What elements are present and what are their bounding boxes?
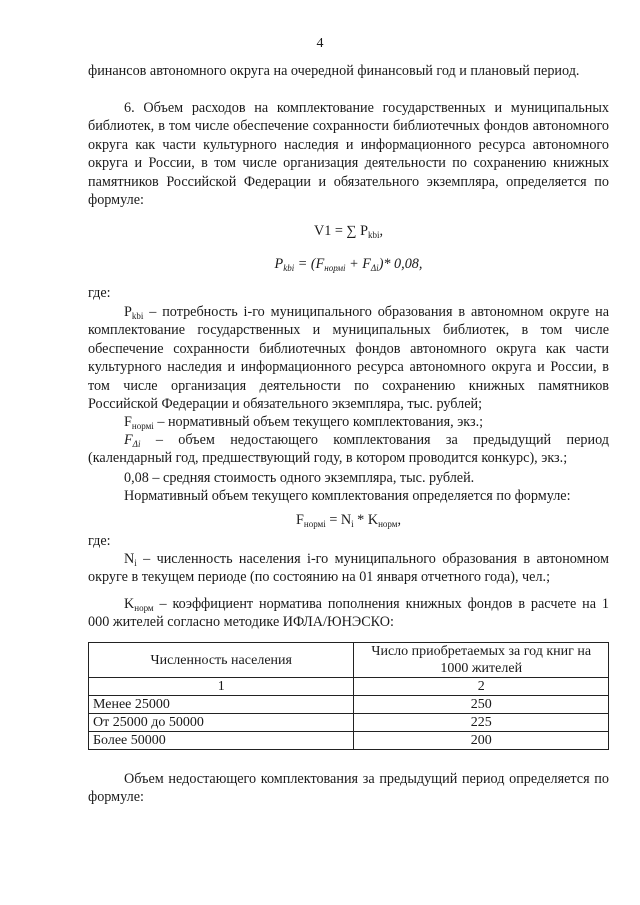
table-cell: 200 xyxy=(354,732,609,750)
table-cell: 1 xyxy=(89,678,354,696)
table-number-row xyxy=(89,678,609,696)
table-header-cell: Число приобретаемых за год книг на 1000 жителей xyxy=(354,643,609,678)
table-cell: 250 xyxy=(354,696,609,714)
paragraph-continuation: финансов автономного округа на очередной финансовый год и плановый период. xyxy=(88,63,580,79)
table-cell: 225 xyxy=(354,714,609,732)
paragraph-normative: Нормативный объем текущего комплектования определяется по формуле: xyxy=(124,488,571,504)
paragraph-6: 6. Объем расходов на комплектование государственных и муниципальных библиотек, в том числе обеспечение сохранности библиотечных фондов автономного округа как части культурного наследия и информационного ресурса автономного округа и России, в том числе организация деятельности по сохранению книжных памятников Российской Федерации и обязательного экземпляра, определяется по формуле: xyxy=(88,100,609,209)
table-cell: Более 50000 xyxy=(89,732,354,750)
paragraph-shortfall: Объем недостающего комплектования за предыдущий период определяется по формуле: xyxy=(88,771,609,806)
formula-v1: V1 = ∑ $P_{kbi}$, xyxy=(313,223,384,240)
table-row xyxy=(89,732,609,750)
table-cell: Менее 25000 xyxy=(89,696,354,714)
table-row xyxy=(89,714,609,732)
definition-cost: 0,08 – средняя стоимость одного экземпляра, тыс. рублей. xyxy=(124,470,475,486)
definition-pkbi: $P_{kbi}$ – потребность i-го муниципального образования в автономном округе на комплектование государственных и муниципальных библиотек, в том числе обеспечение сохранности библиотечных фондов автономного округа как части культурного наследия и информационного ресурса автономного округа и России, в том числе организация деятельности по сохранению книжных памятников Российской Федерации и обязательного экземпляра, тыс. рублей; xyxy=(88,304,609,413)
definition-fdelta: $F_{\Delta і}$ – объем недостающего комплектования за предыдущий период (календарный год, предшествующий году, в котором проводится конкурс), экз.; xyxy=(88,432,609,467)
definition-fnorm: $F_{нормі}$ – нормативный объем текущего комплектования, экз.; xyxy=(124,414,484,431)
norm-table xyxy=(88,642,609,750)
table-header-row xyxy=(89,643,609,678)
table-cell: От 25000 до 50000 xyxy=(89,714,354,732)
formula-pkbi: $P_{kbi} = (F_{нормі} + F_{\Delta і})*$ 0,08, xyxy=(274,256,423,273)
table-cell: 2 xyxy=(354,678,609,696)
where-label-1: где: xyxy=(88,285,111,301)
definition-ni: $N_i$ – численность населения i-го муниципального образования в автономном округе в текущем периоде (по состоянию на 01 января отчетного года), чел.; xyxy=(88,551,609,586)
formula-fnorm: $F_{нормі} = N_i * K_{норм}$, xyxy=(295,512,401,529)
definition-knorm: $K_{норм}$ – коэффициент норматива пополнения книжных фондов в расчете на 1 000 жителей согласно методике ИФЛА/ЮНЭСКО: xyxy=(88,596,609,631)
table-header-cell: Численность населения xyxy=(89,643,354,678)
where-label-2: где: xyxy=(88,533,111,549)
page-number: 4 xyxy=(316,36,324,51)
table-row xyxy=(89,696,609,714)
